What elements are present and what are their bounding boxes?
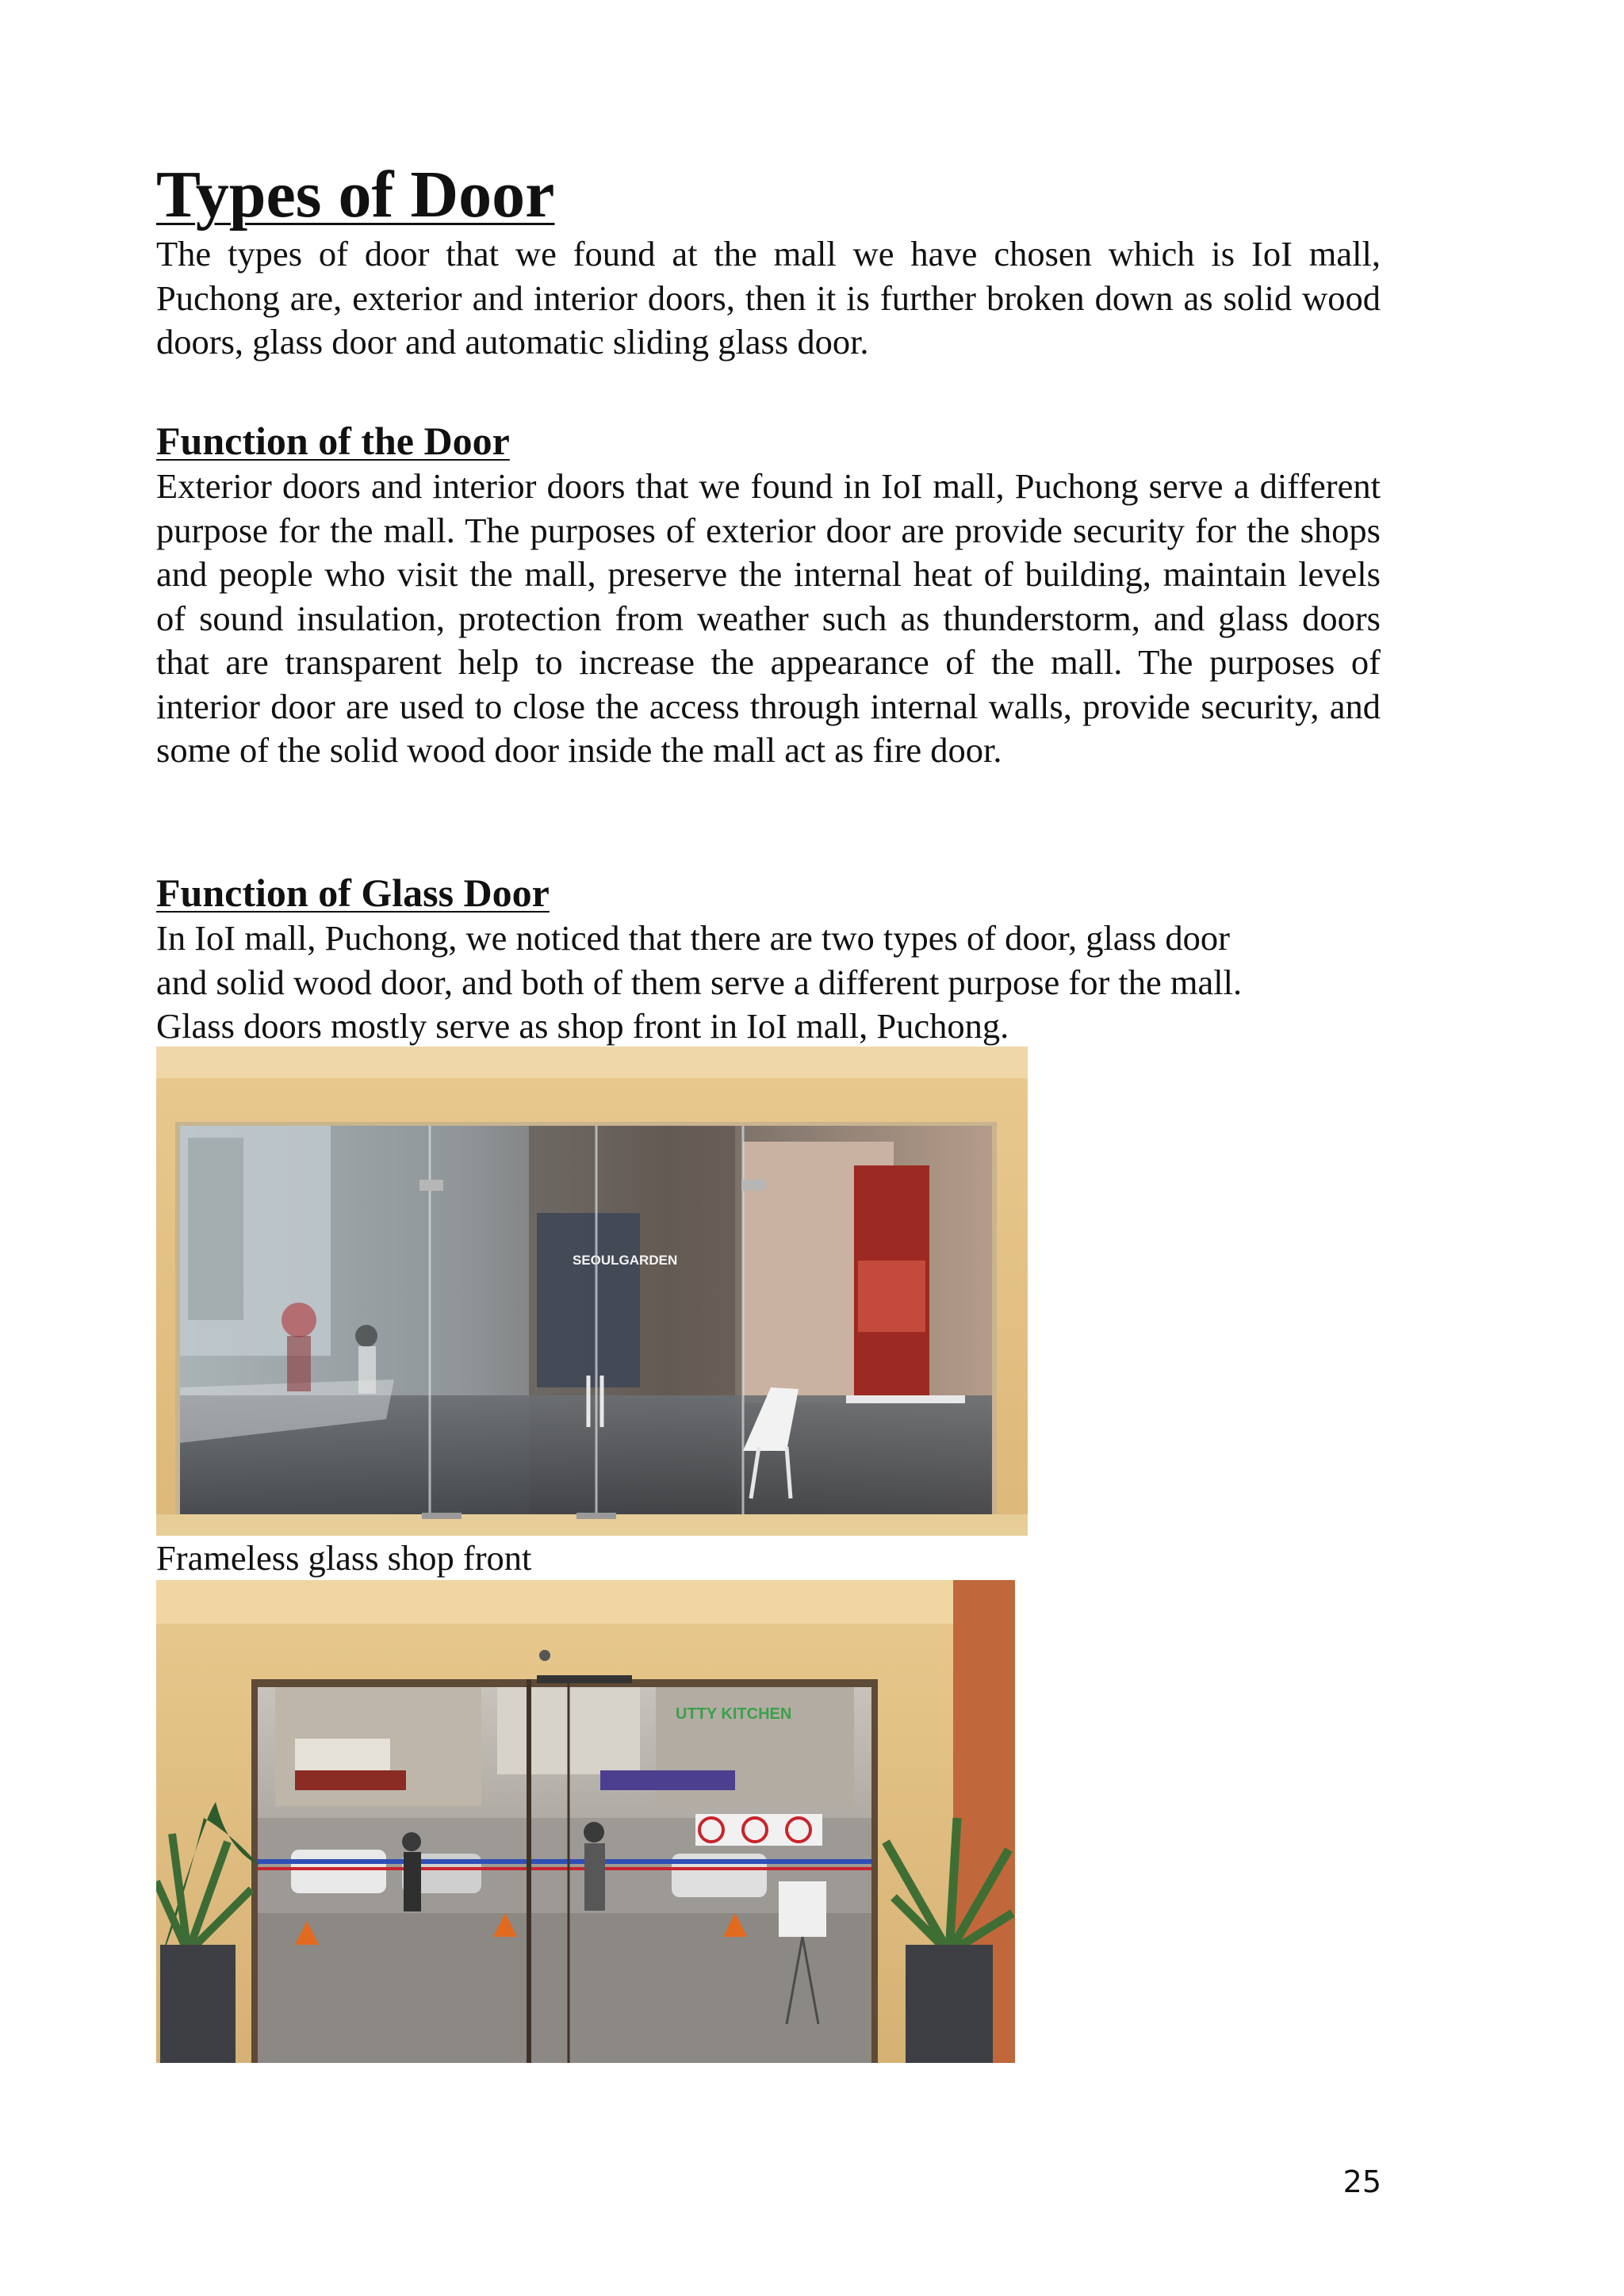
kitchen-sign: UTTY KITCHEN — [676, 1705, 792, 1723]
frameless-glass-shop-front-photo — [156, 1047, 1028, 1536]
function-paragraph: Exterior doors and interior doors that we found in IoI mall, Puchong serve a different purpose for the mall. The purposes of exterior door are provide security for the shops and people who visit the mall, preserve the internal heat of building, maintain levels of sound insulation, protection from weather such as thunderstorm, and glass doors that are transparent help to increase the appearance of the mall. The purposes of interior door are used to close the access through internal walls, provide security, and some of the solid wood door inside the mall act as fire door. — [156, 466, 1381, 770]
photo1-caption: Frameless glass shop front — [156, 1538, 532, 1578]
glass-door-paragraph — [156, 916, 1425, 1049]
glass-door-line: and solid wood door, and both of them serve a different purpose for the mall. — [156, 962, 1243, 1002]
seoulgarden-sign: SEOULGARDEN — [573, 1253, 678, 1268]
automatic-sliding-glass-door-photo — [156, 1580, 1015, 2063]
glass-door-line: In IoI mall, Puchong, we noticed that there are two types of door, glass door — [156, 918, 1230, 958]
glass-door-heading: Function of Glass Door — [156, 871, 550, 915]
glass-door-line: Glass doors mostly serve as shop front in IoI mall, Puchong. — [156, 1006, 1009, 1046]
function-heading: Function of the Door — [156, 419, 510, 463]
page-title: Types of Door — [156, 158, 555, 232]
page-number: 25 — [1342, 2164, 1381, 2199]
intro-paragraph: The types of door that we found at the mall we have chosen which is IoI mall, Puchong are, exterior and interior doors, then it is further broken down as solid wood doors, glass door and automatic sliding glass door. — [156, 234, 1381, 362]
